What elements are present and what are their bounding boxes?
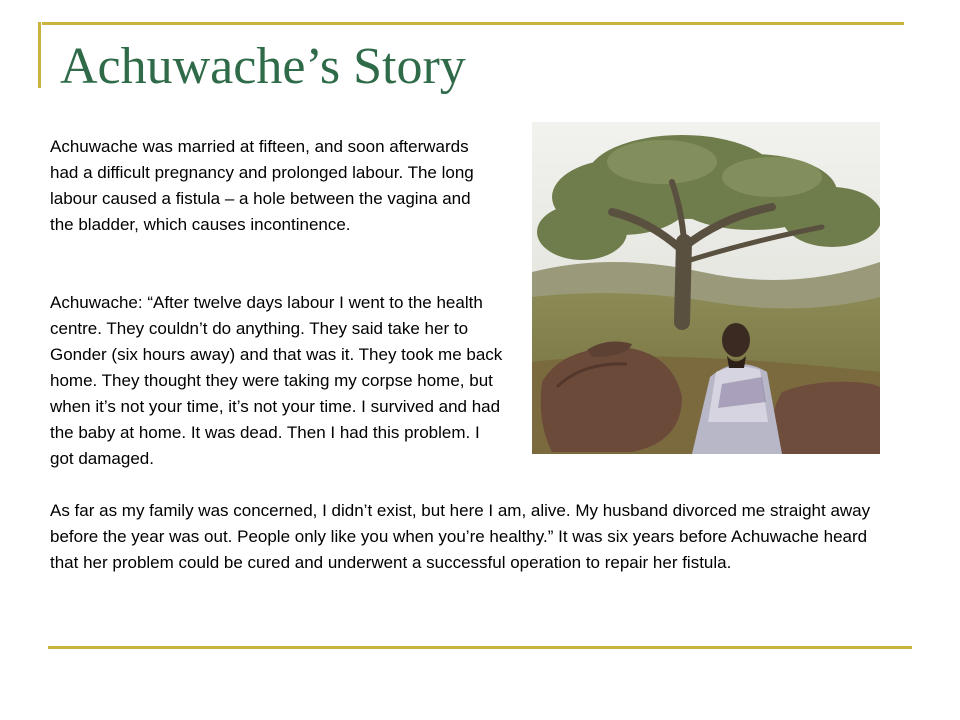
slide-title: Achuwache’s Story — [60, 38, 466, 95]
top-decorative-rule — [42, 22, 904, 25]
quote-paragraph: Achuwache: “After twelve days labour I went to the health centre. They couldn’t do anything. They said take her to Gonder (six hours away) and that was it. They took me back home. They thought they were taking my corpse home, but when it’s not your time, it’s not your time. I survived and had the baby at home. It was dead. Then I had this problem. I got damaged. — [50, 293, 503, 468]
intro-paragraph: Achuwache was married at fifteen, and soon afterwards had a difficult pregnancy and prolonged labour. The long labour caused a fistula – a hole between the vagina and the bladder, which causes incontinence. — [50, 137, 474, 234]
photo-woman-under-tree — [532, 122, 880, 454]
closing-paragraph: As far as my family was concerned, I didn’t exist, but here I am, alive. My husband divorced me straight away before the year was out. People only like you when you’re healthy.” It was six years before Achuwache heard that her problem could be cured and underwent a successful operation to repair her fistula. — [50, 501, 871, 572]
left-decorative-rule — [38, 22, 41, 88]
bottom-decorative-rule — [48, 646, 912, 649]
